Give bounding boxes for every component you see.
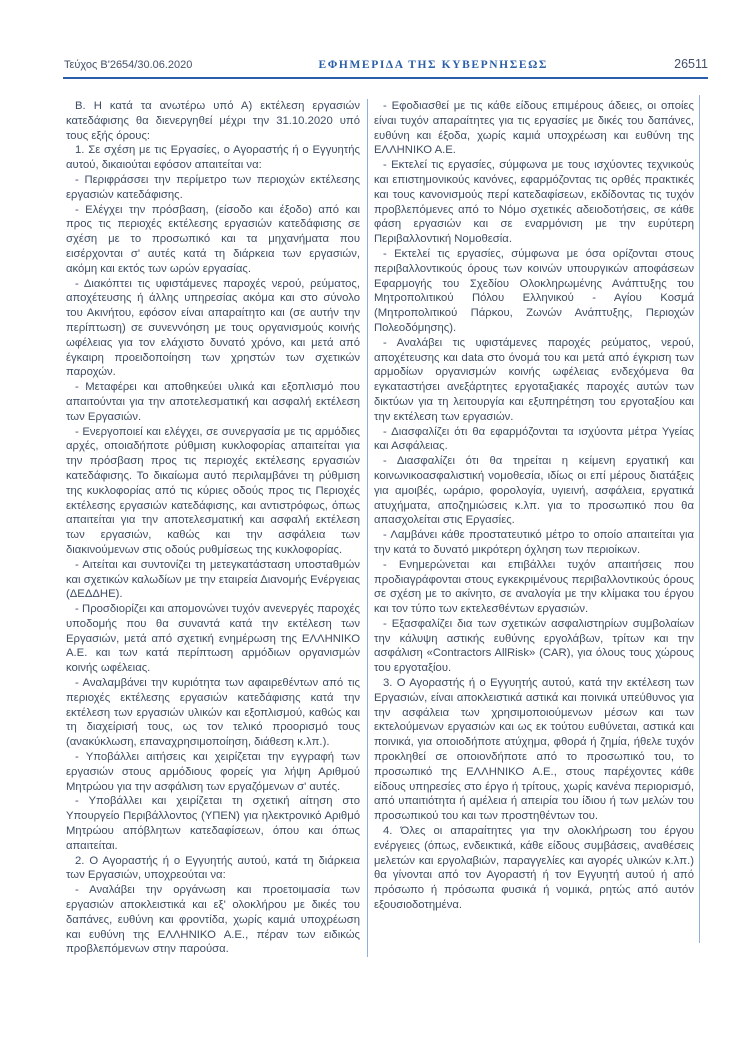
paragraph: 4. Όλες οι απαραίτητες για την ολοκλήρωση του έργου ενέργειες (όπως, ενδεικτικά, κάθε είδους συμβάσεις, αναθέσεις μελετών και εργολαβιών, παραγγελίες και αγορές υλικών κ.λπ.) θα γίνονται από τον Αγοραστή ή τον Εγγυητή αυτού ή από πρόσωπο ή πρόσωπα φυσικά ή νομικά, ρητώς από αυτόν εξουσιοδοτημένα.	[374, 825, 694, 912]
left-column	[66, 99, 360, 957]
page-number: 26511	[674, 57, 708, 71]
paragraph: 1. Σε σχέση με τις Εργασίες, ο Αγοραστής ή ο Εγγυητής αυτού, δικαιούται εφόσον απαιτείται να:	[66, 144, 360, 172]
column-divider	[367, 99, 368, 957]
right-margin-line	[699, 95, 700, 943]
header-rule	[63, 77, 708, 79]
paragraph: 2. Ο Αγοραστής ή ο Εγγυητής αυτού, κατά τη διάρκεια των Εργασιών, υποχρεούται να:	[66, 854, 360, 882]
paragraph: - Περιφράσσει την περίμετρο των περιοχών εκτέλεσης εργασιών κατεδάφισης.	[66, 173, 360, 201]
paragraph: 3. Ο Αγοραστής ή ο Εγγυητής αυτού, κατά την εκτέλεση των Εργασιών, είναι αποκλειστικά αστικά και ποινικά υπεύθυνος για την ασφάλεια των χρησιμοποιούμενων μέσων και των εκτελούμενων εργασιών και ως εκ τούτου ευθύνεται, αστικά και ποινικά, για οποιοδήποτε ατύχημα, φθορά ή ζημία, ήθελε τυχόν προκληθεί σε οποιονδήποτε από το προσωπικό του, το προσωπικό της ΕΛΛΗΝΙΚΟ Α.Ε., στους παρέχοντες κάθε είδους υπηρεσίες στο έργο ή τρίτους, χωρίς κανένα περιορισμό, από υπαιτιότητα ή αμέλεια ή απειρία του ίδιου ή των μελών του προσωπικού του και των προστηθέντων του.	[374, 677, 694, 823]
paragraph: - Ενημερώνεται και επιβάλλει τυχόν απαιτήσεις που προδιαγράφονται στους εγκεκριμένους περιβαλλοντικούς όρους σε σχέση με το ακίνητο, σε αναλογία με την κλίμακα του έργου και τον τύπο των εκτελεσθέντων εργασιών.	[374, 558, 694, 616]
page-header	[64, 57, 708, 71]
paragraph: - Αναλαμβάνει την κυριότητα των αφαιρεθέντων από τις περιοχές εκτέλεσης εργασιών κατεδάφισης κατά την εκτέλεση των εργασιών υλικών και εξοπλισμού, καθώς και τη διαχείρισή τους, ως τον τελικό προορισμό τους (ανακύκλωση, επαναχρησιμοποίηση, διάθεση κ.λπ.).	[66, 677, 360, 749]
right-column	[374, 99, 694, 957]
paragraph: - Διακόπτει τις υφιστάμενες παροχές νερού, ρεύματος, αποχέτευσης ή άλλης υπηρεσίας ακόμα και στο σύνολο του Ακινήτου, εφόσον είναι απαραίτητο και (σε αυτήν την περίπτωση) σε συνεννόηση με τους οργανισμούς κοινής ωφέλειας για τον ελάχιστο δυνατό χρόνο, και μετά από έγκαιρη προειδοποίηση των χρηστών των σχετικών παροχών.	[66, 277, 360, 379]
paragraph: Β. Η κατά τα ανωτέρω υπό Α) εκτέλεση εργασιών κατεδάφισης θα διενεργηθεί μέχρι την 31.10.2020 υπό τους εξής όρους:	[66, 100, 360, 142]
paragraph: - Εκτελεί τις εργασίες, σύμφωνα με τους ισχύοντες τεχνικούς και επιστημονικούς κανόνες, εφαρμόζοντας τις ορθές πρακτικές και τους κανονισμούς περί κατεδαφίσεων, εκδίδοντας τις τυχόν προβλεπόμενες από το Νόμο σχετικές αδειοδοτήσεις, σε κάθε φάση εργασιών και σε εναρμόνιση με την ευρύτερη Περιβαλλοντική Νομοθεσία.	[374, 159, 694, 246]
paragraph: - Μεταφέρει και αποθηκεύει υλικά και εξοπλισμό που απαιτούνται για την αποτελεσματική και ασφαλή εκτέλεση των Εργασιών.	[66, 381, 360, 423]
paragraph: - Διασφαλίζει ότι θα τηρείται η κείμενη εργατική και κοινωνικοασφαλιστική νομοθεσία, ιδίως οι επί μέρους διατάξεις για αμοιβές, ωράριο, φορολογία, υγιεινή, ασφάλεια, εργατικά ατυχήματα, αποζημιώσεις κ.λπ. για το προσωπικό που θα απασχολείται στις Εργασίες.	[374, 455, 694, 527]
paragraph: - Εκτελεί τις εργασίες, σύμφωνα με όσα ορίζονται στους περιβαλλοντικούς όρους των κοινών υπουργικών αποφάσεων Εφαρμογής του Σχεδίου Ολοκληρωμένης Ανάπτυξης του Μητροπολιτικού Πόλου Ελληνικού - Αγίου Κοσμά (Μητροπολιτικού Πάρκου, Ζωνών Ανάπτυξης, Περιοχών Πολεοδόμησης).	[374, 247, 694, 334]
paragraph: - Ενεργοποιεί και ελέγχει, σε συνεργασία με τις αρμόδιες αρχές, οποιαδήποτε ρύθμιση κυκλοφορίας απαιτείται για την πρόσβαση προς τις περιοχές εκτέλεσης εργασιών κατεδάφισης. Το δικαίωμα αυτό περιλαμβάνει τη ρύθμιση της κυκλοφορίας από τις κύριες οδούς προς τις Περιοχές εκτέλεσης εργασιών κατεδάφισης, και αντιστρόφως, όπως απαιτείται για την αποτελεσματική και ασφαλή εκτέλεση των εργασιών, καθώς και την ασφάλεια των διακινούμενων στις οδούς ρυθμίσεως της κυκλοφορίας.	[66, 425, 360, 556]
paragraph: - Εξασφαλίζει δια των σχετικών ασφαλιστηρίων συμβολαίων την κάλυψη αστικής ευθύνης εργολάβων, τρίτων και την ασφάλιση «Contractors AllRisk» (CAR), για όλους τους χώρους του εργοταξίου.	[374, 617, 694, 675]
paragraph: - Αιτείται και συντονίζει τη μετεγκατάσταση υποσταθμών και σχετικών καλωδίων με την εταιρεία Διανομής Ενέργειας (ΔΕΔΔΗΕ).	[66, 558, 360, 601]
paragraph: - Διασφαλίζει ότι θα εφαρμόζονται τα ισχύοντα μέτρα Υγείας και Ασφάλειας.	[374, 425, 694, 453]
paragraph: - Προσδιορίζει και απομονώνει τυχόν ανενεργές παροχές υποδομής που θα συναντά κατά την εκτέλεση των Εργασιών, μετά από σχετική ενημέρωση της ΕΛΛΗΝΙΚΟ Α.Ε. και των κατά περίπτωση αρμόδιων οργανισμών κοινής ωφέλειας.	[66, 603, 360, 675]
paragraph: - Λαμβάνει κάθε προστατευτικό μέτρο το οποίο απαιτείται για την κατά το δυνατό μικρότερη όχληση των περιοίκων.	[374, 529, 694, 556]
paragraph: - Αναλάβει την οργάνωση και προετοιμασία των εργασιών αποκλειστικά και εξ' ολοκλήρου με δικές του δαπάνες, ευθύνη και φροντίδα, χωρίς καμιά υποχρέωση και ευθύνη της ΕΛΛΗΝΙΚΟ Α.Ε., πέραν των ειδικώς προβλεπόμενων στην παρούσα.	[66, 884, 360, 956]
paragraph: - Υποβάλλει και χειρίζεται τη σχετική αίτηση στο Υπουργείο Περιβάλλοντος (ΥΠΕΝ) για ηλεκτρονικό Αριθμό Μητρώου απόβλητων κατεδαφίσεων, όπου και όπως απαιτείται.	[66, 795, 360, 852]
issue-label: Τεύχος Β'2654/30.06.2020	[64, 59, 193, 71]
paragraph: - Αναλάβει τις υφιστάμενες παροχές ρεύματος, νερού, αποχέτευσης και data στο όνομά του και μετά από έγκριση των αρμοδίων οργανισμών κοινής ωφέλειας ενδεχόμενα θα εγκαταστήσει ανεξάρτητες εργοταξιακές παροχές αυτών των δικτύων για τη λειτουργία και εξυπηρέτηση του εργοταξίου και την εκτέλεση των εργασιών.	[374, 336, 694, 423]
paragraph: - Υποβάλλει αιτήσεις και χειρίζεται την εγγραφή των εργασιών στους αρμόδιους φορείς για λήψη Αριθμού Μητρώου για την ασφάλιση των εργαζόμενων σ' αυτές.	[66, 751, 360, 793]
gazette-title: ΕΦΗΜΕΡΙΔΑ ΤΗΣ ΚΥΒΕΡΝΗΣΕΩΣ	[318, 59, 549, 71]
paragraph: - Εφοδιασθεί με τις κάθε είδους επιμέρους άδειες, οι οποίες είναι τυχόν απαραίτητες για τις εργασίες με δικές του δαπάνες, ευθύνη και έξοδα, χωρίς καμιά υποχρέωση και ευθύνη της ΕΛΛΗΝΙΚΟ Α.Ε.	[374, 100, 694, 157]
paragraph: - Ελέγχει την πρόσβαση, (είσοδο και έξοδο) από και προς τις περιοχές εκτέλεσης εργασιών κατεδάφισης σε σχέση με το προσωπικό και τα μηχανήματα που εισέρχονται σ' αυτές κατά τη διάρκεια των εργασιών, ακόμη και εκτός των ωρών εργασίας.	[66, 203, 360, 275]
document-body	[66, 99, 694, 957]
